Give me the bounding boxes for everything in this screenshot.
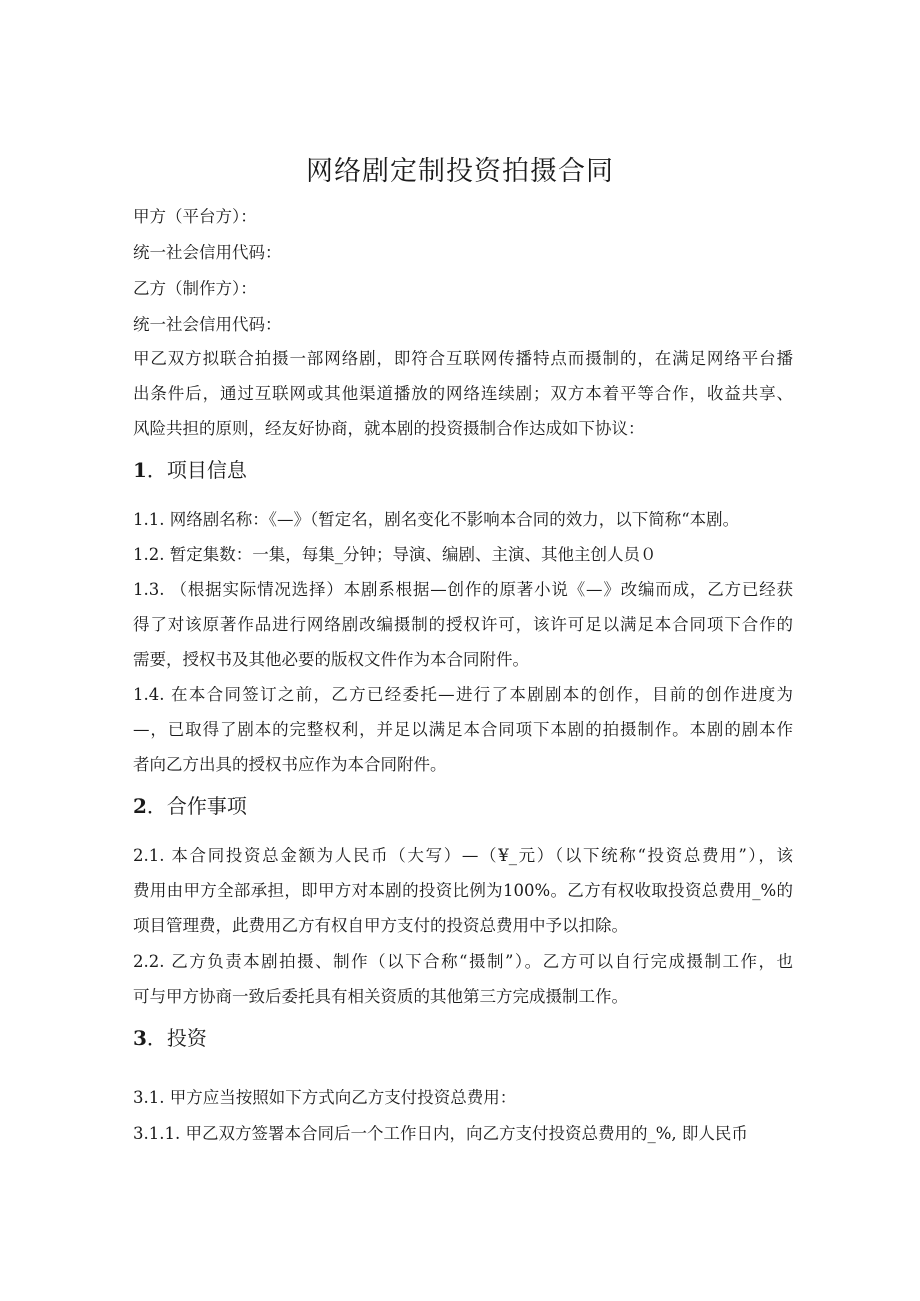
section-title: ．投资 [146, 1026, 207, 1050]
clause-3-1: 3.1. 甲方应当按照如下方式向乙方支付投资总费用： [133, 1088, 517, 1107]
party-b-credit-code: 统一社会信用代码： [133, 315, 282, 334]
intro-line: 甲乙双方拟联合拍摄一部网络剧，即符合互联网传播特点而摄制的，在满足网络平台播 [133, 349, 793, 368]
clause-2-1-line: 项目管理费，此费用乙方有权自甲方支付的投资总费用中予以扣除。 [133, 916, 628, 935]
section-title: ．项目信息 [146, 458, 247, 482]
intro-line: 风险共担的原则，经友好协商，就本剧的投资摄制合作达成如下协议： [133, 419, 645, 438]
clause-1-2: 1.2. 暂定集数：一集，每集_分钟；导演、编剧、主演、其他主创人员０ [133, 545, 657, 564]
clause-2-1-line: 2.1. 本合同投资总金额为人民币（大写）—（¥_元）（以下统称“投资总费用”），该 [133, 846, 793, 865]
section-title: ．合作事项 [146, 794, 247, 818]
section-number: 3 [133, 1026, 147, 1050]
clause-2-2-line: 可与甲方协商一致后委托具有相关资质的其他第三方完成摄制工作。 [133, 987, 628, 1006]
section-number: 2 [133, 794, 147, 818]
clause-2-1-line: 费用由甲方全部承担，即甲方对本剧的投资比例为100%。乙方有权收取投资总费用_%的 [133, 881, 793, 900]
clause-1-3-line: 得了对该原著作品进行网络剧改编摄制的授权许可，该许可足以满足本合同项下合作的 [133, 615, 793, 634]
clause-1-4-line: 者向乙方出具的授权书应作为本合同附件。 [133, 755, 447, 774]
party-a-label: 甲方（平台方）： [133, 207, 257, 226]
section-1-heading [133, 456, 247, 484]
party-a-credit-code: 统一社会信用代码： [133, 243, 282, 262]
clause-1-3-line: 1.3. （根据实际情况选择）本剧系根据—创作的原著小说《—》改编而成，乙方已经获 [133, 580, 793, 599]
clause-1-1: 1.1. 网络剧名称：《—》（暂定名，剧名变化不影响本合同的效力，以下简称“本剧。 [133, 510, 740, 529]
section-2-heading [133, 792, 247, 820]
section-3-heading [133, 1024, 207, 1052]
clause-2-2-line: 2.2. 乙方负责本剧拍摄、制作（以下合称“摄制”）。乙方可以自行完成摄制工作，也 [133, 952, 793, 971]
page-title: 网络剧定制投资拍摄合同 [306, 156, 614, 187]
clause-3-1-1: 3.1.1. 甲乙双方签署本合同后一个工作日内，向乙方支付投资总费用的_%, 即人民币 [133, 1124, 748, 1143]
party-b-label: 乙方（制作方）： [133, 279, 257, 298]
section-number: 1 [133, 458, 147, 482]
intro-line: 出条件后，通过互联网或其他渠道播放的网络连续剧；双方本着平等合作，收益共享、 [133, 384, 793, 403]
clause-1-3-line: 需要，授权书及其他必要的版权文件作为本合同附件。 [133, 650, 529, 669]
clause-1-4-line: —，已取得了剧本的完整权利，并足以满足本合同项下本剧的拍摄制作。本剧的剧本作 [133, 720, 793, 739]
clause-1-4-line: 1.4. 在本合同签订之前，乙方已经委托—进行了本剧剧本的创作，目前的创作进度为 [133, 685, 793, 704]
